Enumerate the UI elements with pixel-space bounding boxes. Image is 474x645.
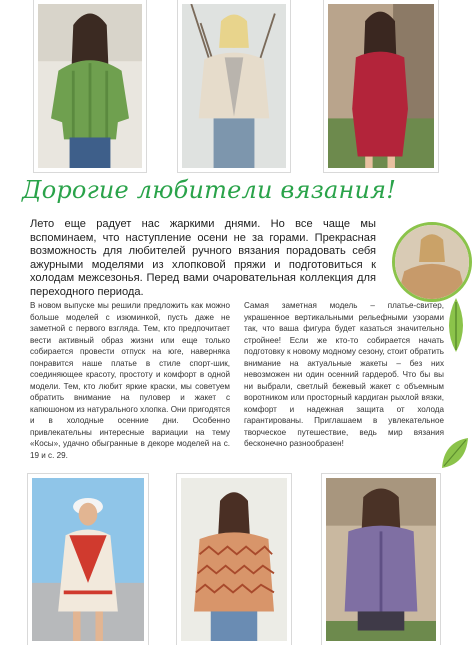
article-column-left: В новом выпуске мы решили предложить как можно больше моделей с изюминкой, пусть даже не заметной с первого взгляда. Тем, кто предпочитает вести активный образ жизни или еще только собирается провести отпуск на юге, наверняка понравится наше платье в стиле спорт-шик, соединяющее красоту, простоту и комфорт в одной модели. Тем, кто любит яркие краски, мы советуем обратить внимание на пуловер и жакет с капюшоном из натурального хлопка. Они пригодятся и в холодные осенние дни. Особенно привлекательны интересные вариации на тему «Косы», удачно обыгранные в декоре моделей на с. 19 и с. 29. (30, 301, 230, 460)
lead-paragraph: Лето еще радует нас жаркими днями. Но все чаще мы вспоминаем, что наступление осени не за горами. Прекрасная возможность для любителей ручного вязания порадовать себя ажурными моделями из хлопковой пряжи и подготовиться к холодам межсезонья. Перед вами очаровательная коллекция для переходного периода. (30, 218, 376, 298)
lilac-pullover-photo (322, 474, 440, 645)
leaf-decoration-icon (440, 296, 472, 352)
cardigan-circle-photo (392, 222, 472, 302)
article-column-right: Самая заметная модель – платье-свитер, украшенное вертикальными рельефными узорами так, что ваша фигура будет казаться значительно стройнее! Если же кто-то собирается начать подготовку к новому модному сезону, стоит обратить внимание на актуальные жакеты – без них невозможен ни один осенний гардероб. Что бы вы ни выбрали, светлый бежевый жакет с объемным воротником или просторный кардиган рыхлой вязки, комфорт и надежная защита от холода гарантированы. Приглашаем в увлекательное творческое путешествие, ведь мир вязания бесконечно разнообразен! (244, 301, 444, 448)
leaf-decoration-icon (440, 436, 470, 470)
page-title: Дорогие любители вязания! (22, 176, 397, 204)
red-dress-photo (324, 0, 438, 172)
beige-jacket-photo (178, 0, 290, 172)
green-sweater-photo (34, 0, 146, 172)
sport-dress-photo (28, 474, 148, 645)
zigzag-pullover-photo (177, 474, 291, 645)
